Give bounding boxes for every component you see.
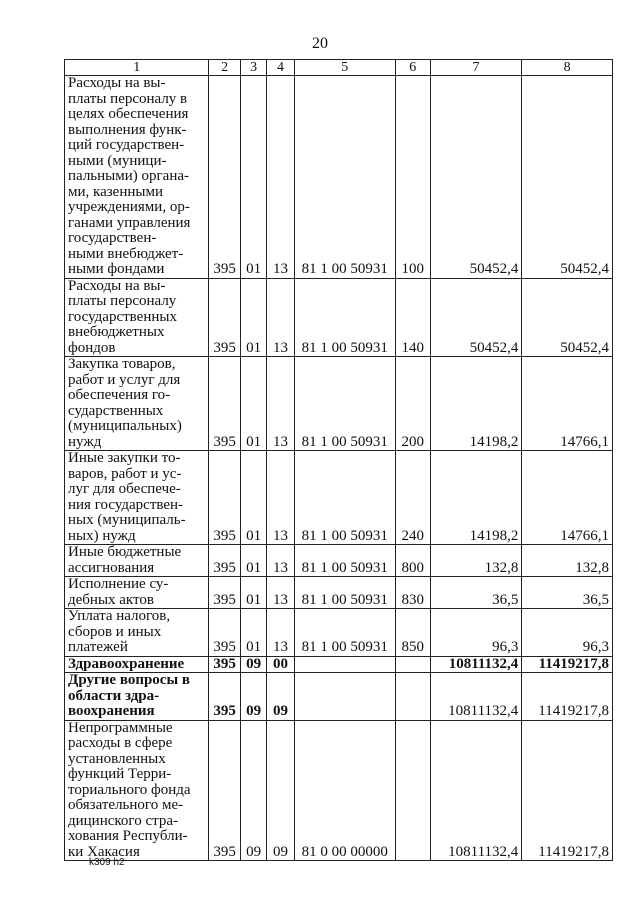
row-name-cell: Уплата налогов, сборов и иных платежей [65,609,209,657]
target-article-cell: 81 1 00 50931 [294,577,395,609]
table-row [65,577,613,609]
admin-code-cell: 395 [209,451,241,545]
subsection-cell: 09 [267,673,294,721]
document-code: k309 h2 [89,857,125,868]
expense-type-cell: 200 [395,357,430,451]
target-article-cell: 81 1 00 50931 [294,76,395,279]
amount-year-2-cell: 11419217,8 [522,656,613,673]
row-name-cell: Расходы на вы- платы персоналу государственных внебюджетных фондов [65,278,209,357]
amount-year-1-cell: 14198,2 [430,357,522,451]
expense-type-cell: 240 [395,451,430,545]
target-article-cell [294,656,395,673]
amount-year-2-cell: 14766,1 [522,451,613,545]
amount-year-1-cell: 10811132,4 [430,720,522,861]
expense-type-cell: 850 [395,609,430,657]
target-article-cell [294,673,395,721]
subsection-cell: 13 [267,278,294,357]
target-article-cell: 81 1 00 50931 [294,451,395,545]
row-name-cell: Расходы на вы- платы персоналу в целях обеспечения выполнения функ- ций государствен- ными (муници- пальными) органа- ми, казенными учреждениями, ор- ганами управления государствен- ными внебюджет- ными фондами [65,76,209,279]
section-cell: 01 [240,357,266,451]
admin-code-cell: 395 [209,76,241,279]
table-row [65,451,613,545]
row-name-cell: Иные бюджетные ассигнования [65,545,209,577]
column-header: 2 [209,60,241,76]
subsection-cell: 00 [267,656,294,673]
table-row [65,656,613,673]
amount-year-1-cell: 36,5 [430,577,522,609]
amount-year-2-cell: 50452,4 [522,76,613,279]
target-article-cell: 81 0 00 00000 [294,720,395,861]
expense-type-cell [395,673,430,721]
page-number: 20 [312,35,328,52]
column-header: 5 [294,60,395,76]
section-cell: 01 [240,545,266,577]
expense-type-cell: 800 [395,545,430,577]
admin-code-cell: 395 [209,357,241,451]
expense-type-cell: 830 [395,577,430,609]
target-article-cell: 81 1 00 50931 [294,545,395,577]
amount-year-2-cell: 36,5 [522,577,613,609]
section-cell: 01 [240,451,266,545]
section-cell: 09 [240,720,266,861]
subsection-cell: 09 [267,720,294,861]
target-article-cell: 81 1 00 50931 [294,357,395,451]
table-row [65,357,613,451]
subsection-cell: 13 [267,577,294,609]
amount-year-2-cell: 14766,1 [522,357,613,451]
subsection-cell: 13 [267,357,294,451]
amount-year-2-cell: 50452,4 [522,278,613,357]
amount-year-1-cell: 50452,4 [430,76,522,279]
row-name-cell: Исполнение су- дебных актов [65,577,209,609]
budget-table [64,59,613,861]
column-header: 7 [430,60,522,76]
table-row [65,76,613,279]
section-cell: 01 [240,577,266,609]
amount-year-2-cell: 96,3 [522,609,613,657]
expense-type-cell [395,720,430,861]
expense-type-cell: 140 [395,278,430,357]
subsection-cell: 13 [267,609,294,657]
table-row [65,545,613,577]
row-name-cell: Непрограммные расходы в сфере установленных функций Терри- ториального фонда обязательного ме- дицинского стра- хования Республи- ки Хакасия [65,720,209,861]
section-cell: 01 [240,609,266,657]
column-header: 4 [267,60,294,76]
target-article-cell: 81 1 00 50931 [294,278,395,357]
table-row [65,609,613,657]
amount-year-1-cell: 96,3 [430,609,522,657]
admin-code-cell: 395 [209,673,241,721]
amount-year-2-cell: 11419217,8 [522,673,613,721]
amount-year-1-cell: 10811132,4 [430,656,522,673]
amount-year-2-cell: 11419217,8 [522,720,613,861]
row-name-cell: Другие вопросы в области здра- воохранения [65,673,209,721]
row-name-cell: Закупка товаров, работ и услуг для обеспечения го- сударственных (муниципальных) нужд [65,357,209,451]
subsection-cell: 13 [267,76,294,279]
amount-year-1-cell: 14198,2 [430,451,522,545]
column-header: 8 [522,60,613,76]
expense-type-cell: 100 [395,76,430,279]
table-row [65,278,613,357]
column-header: 3 [240,60,266,76]
section-cell: 09 [240,673,266,721]
expense-type-cell [395,656,430,673]
admin-code-cell: 395 [209,278,241,357]
table-row [65,673,613,721]
table-row [65,720,613,861]
admin-code-cell: 395 [209,656,241,673]
column-number-row [65,60,613,76]
amount-year-2-cell: 132,8 [522,545,613,577]
admin-code-cell: 395 [209,609,241,657]
column-header: 1 [65,60,209,76]
admin-code-cell: 395 [209,577,241,609]
admin-code-cell: 395 [209,545,241,577]
section-cell: 01 [240,76,266,279]
amount-year-1-cell: 10811132,4 [430,673,522,721]
row-name-cell: Иные закупки то- варов, работ и ус- луг для обеспече- ния государствен- ных (муниципаль- ных) нужд [65,451,209,545]
amount-year-1-cell: 50452,4 [430,278,522,357]
section-cell: 01 [240,278,266,357]
amount-year-1-cell: 132,8 [430,545,522,577]
subsection-cell: 13 [267,545,294,577]
section-cell: 09 [240,656,266,673]
target-article-cell: 81 1 00 50931 [294,609,395,657]
column-header: 6 [395,60,430,76]
subsection-cell: 13 [267,451,294,545]
row-name-cell: Здравоохранение [65,656,209,673]
admin-code-cell: 395 [209,720,241,861]
